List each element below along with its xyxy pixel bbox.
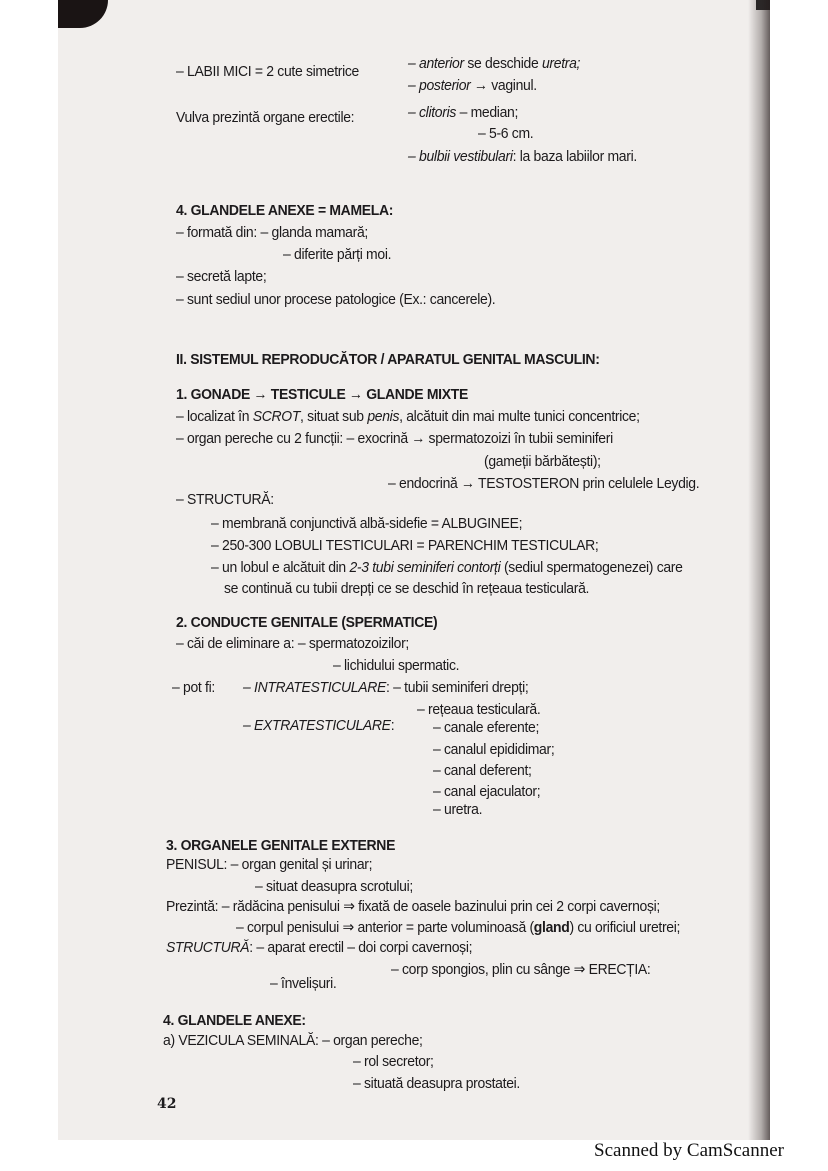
gonade-membrana: – membrană conjunctivă albă-sidefie = ALBUGINEE; — [211, 515, 523, 532]
page-number: 42 — [157, 1096, 177, 1112]
anterior-text: se deschide — [463, 55, 542, 72]
gonade-lobuli: – 250-300 LOBULI TESTICULARI = PARENCHIM TESTICULAR; — [211, 537, 599, 554]
posterior-label: – posterior — [408, 77, 471, 94]
posterior-text: → vaginul. — [470, 77, 537, 94]
gonade-structura: – STRUCTURĂ: — [176, 491, 274, 508]
labii-mici-line: – LABII MICI = 2 cute simetrice — [176, 63, 359, 80]
conducte-pot-fi: – pot fi: — [172, 679, 215, 696]
camscanner-watermark: Scanned by CamScanner — [594, 1140, 784, 1161]
clitoris-median: – median; — [456, 104, 519, 121]
gonade-lobul-cont: se continuă cu tubii drepți ce se deschid în rețeaua testiculară. — [224, 580, 590, 597]
mamela-formata: – formată din: – glanda mamară; — [176, 224, 368, 241]
gonade-organ-pereche: – organ pereche cu 2 funcții: – exocrină → spermatozoizi în tubii seminiferi — [176, 430, 613, 447]
structura-text: : – aparat erectil – doi corpi cavernoși; — [249, 939, 473, 956]
bulbi-text: : la baza labiilor mari. — [512, 148, 637, 165]
extratesticulare-colon: : — [390, 717, 395, 734]
structura-label: STRUCTURĂ — [166, 939, 250, 956]
clitoris-label: – clitoris — [408, 104, 457, 121]
localizat-text-b: , situat sub — [300, 408, 368, 425]
conducte-reteaua: – rețeaua testiculară. — [417, 701, 541, 718]
conducte-uretra: – uretra. — [433, 801, 483, 818]
externe-structura — [166, 939, 472, 957]
externe-spongios: – corp spongios, plin cu sânge ⇒ ERECȚIA: — [391, 961, 651, 978]
bulbi-line — [408, 148, 637, 166]
scan-edge-shadow — [58, 0, 108, 28]
anterior-label: – anterior — [408, 55, 464, 72]
mamela-heading: 4. GLANDELE ANEXE = MAMELA: — [176, 202, 394, 219]
externe-corpul — [236, 919, 680, 937]
anexe-rol: – rol secretor; — [353, 1053, 434, 1070]
externe-heading: 3. ORGANELE GENITALE EXTERNE — [166, 837, 396, 854]
gland-term: gland — [533, 919, 570, 936]
externe-invelisuri: – învelișuri. — [270, 975, 337, 992]
anterior-line — [408, 55, 580, 73]
gonade-endocrina: – endocrină → TESTOSTERON prin celulele Leydig. — [388, 475, 700, 492]
bulbi-label: – bulbii vestibulari — [408, 148, 513, 165]
conducte-intra — [243, 679, 528, 697]
conducte-extra — [243, 717, 394, 735]
page-binding-shadow — [748, 0, 770, 1140]
gonade-lobul — [211, 559, 683, 577]
conducte-deferent: – canal deferent; — [433, 762, 532, 779]
conducte-heading: 2. CONDUCTE GENITALE (SPERMATICE) — [176, 614, 438, 631]
mamela-parti-moi: – diferite părți moi. — [283, 246, 392, 263]
clitoris-size: – 5-6 cm. — [478, 125, 534, 142]
anexe-vezicula: a) VEZICULA SEMINALĂ: – organ pereche; — [163, 1032, 423, 1049]
anexe-heading: 4. GLANDELE ANEXE: — [163, 1012, 306, 1029]
posterior-line — [408, 77, 537, 95]
clitoris-line — [408, 104, 518, 122]
externe-prezinta: Prezintă: – rădăcina penisului ⇒ fixată de oasele bazinului prin cei 2 corpi cavernoși; — [166, 898, 660, 915]
anexe-situata: – situată deasupra prostatei. — [353, 1075, 520, 1092]
intratesticulare-text: : – tubii seminiferi drepți; — [386, 679, 529, 696]
corpul-text-a: – corpul penisului ⇒ anterior = parte voluminoasă ( — [236, 919, 534, 936]
conducte-lichid: – lichidului spermatic. — [333, 657, 460, 674]
intratesticulare-label: – INTRATESTICULARE — [243, 679, 387, 696]
uretra-term: uretra; — [541, 55, 581, 72]
conducte-ejaculator: – canal ejaculator; — [433, 783, 541, 800]
penis-term: penis — [367, 408, 400, 425]
organe-erectile-line: Vulva prezintă organe erectile: — [176, 109, 355, 126]
localizat-text-a: – localizat în — [176, 408, 253, 425]
gonade-gameti: (gameții bărbătești); — [484, 453, 601, 470]
lobul-text-a: – un lobul e alcătuit din — [211, 559, 350, 576]
extratesticulare-label: – EXTRATESTICULARE — [243, 717, 391, 734]
mamela-secreta: – secretă lapte; — [176, 268, 267, 285]
mamela-sediu: – sunt sediul unor procese patologice (Ex.: cancerele). — [176, 291, 496, 308]
gonade-localizat — [176, 408, 640, 426]
localizat-text-c: , alcătuit din mai multe tunici concentrice; — [399, 408, 640, 425]
externe-situat: – situat deasupra scrotului; — [255, 878, 413, 895]
scrot-term: SCROT — [252, 408, 301, 425]
corpul-text-b: ) cu orificiul uretrei; — [569, 919, 681, 936]
masculin-heading: II. SISTEMUL REPRODUCĂTOR / APARATUL GENITAL MASCULIN: — [176, 351, 600, 368]
tubi-contorti-term: 2-3 tubi seminiferi contorți — [349, 559, 501, 576]
externe-penisul: PENISUL: – organ genital și urinar; — [166, 856, 373, 873]
gonade-heading: 1. GONADE → TESTICULE → GLANDE MIXTE — [176, 386, 468, 403]
conducte-eferente: – canale eferente; — [433, 719, 540, 736]
conducte-epididimar: – canalul epididimar; — [433, 741, 555, 758]
lobul-text-c: (sediul spermatogenezei) care — [500, 559, 683, 576]
conducte-cai: – căi de eliminare a: – spermatozoizilor; — [176, 635, 409, 652]
